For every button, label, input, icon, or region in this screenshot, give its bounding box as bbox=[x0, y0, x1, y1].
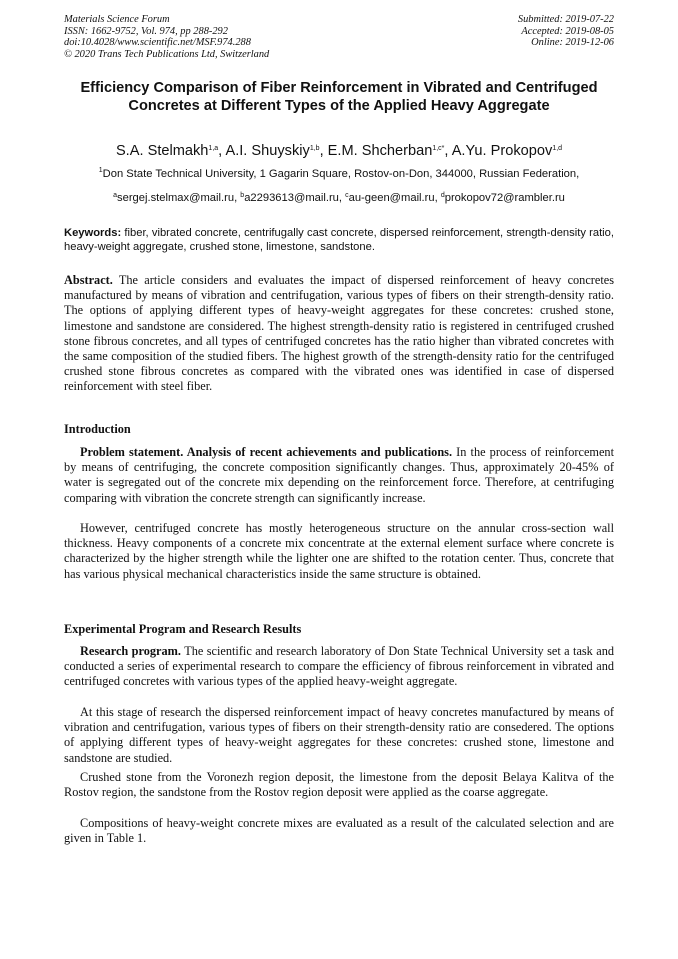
author-name: S.A. Stelmakh bbox=[115, 143, 209, 159]
keywords-text: fiber, vibrated concrete, centrifugally cast concrete, dispersed reinforcement, strength-density ratio, heavy-weight aggregate, crushed stone, limestone, sandstone. bbox=[64, 227, 614, 254]
email-mark: b bbox=[240, 192, 245, 199]
introduction-paragraph-1 bbox=[64, 445, 614, 506]
email-mark: d bbox=[440, 192, 445, 199]
experimental-paragraph-1 bbox=[64, 644, 614, 690]
affiliation-text: Don State Technical University, 1 Gagarin Square, Rostov-on-Don, 344000, Russian Federation, bbox=[102, 168, 580, 180]
research-program-lead: Research program. bbox=[80, 644, 181, 658]
submission-dates bbox=[518, 14, 614, 49]
paper-title: Efficiency Comparison of Fiber Reinforcement in Vibrated and Centrifuged Concretes at Different Types of the Applied Heavy Aggregate bbox=[80, 80, 598, 114]
affiliation bbox=[40, 168, 638, 181]
introduction-p1-text: In the process of reinforcement by means of centrifuging, the concrete composition significantly changes. Thus, approximately 20-45% of water is segregated out of the concrete mix depending on the reinforcement force. Therefore, at centrifuging comparing with vibration the concrete strength can significantly increase. bbox=[64, 445, 614, 505]
abstract-text: The article considers and evaluates the impact of dispersed reinforcement of heavy concretes manufactured by means of vibration and centrifugation, various types of fibers on their strength-density ratio. The options of applying different types of heavy-weight aggregates for these concretes: crushed stone, limestone and sandstone are considered. The highest strength-density ratio is registered in centrifuged crushed stone fibrous concretes, and all types of centrifuged concretes has the ratio higher than vibrated concretes with the same composition of the studied fibers. The highest growth of the strength-density ratio for the centrifuged crushed stone fibrous concretes as compared with the vibrated ones was identified in case of dispersed reinforcement with steel fiber. bbox=[64, 273, 614, 394]
keywords-label: Keywords: bbox=[64, 227, 122, 239]
journal-doi[interactable]: doi:10.4028/www.scientific.net/MSF.974.288 bbox=[64, 37, 251, 49]
journal-name: Materials Science Forum bbox=[64, 14, 170, 25]
introduction-paragraph-2: However, centrifuged concrete has mostly heterogeneous structure on the annular cross-section wall thickness. Heavy components of a concrete mix concentrate at the external element surface where concrete is characterized by the higher strength while the lighter one are shifted to the rotation center. Thus, concrete that has various physical mechanical characteristics inside the same structure is obtained. bbox=[64, 521, 614, 581]
journal-issn: ISSN: 1662-9752, Vol. 974, pp 288-292 bbox=[64, 25, 228, 37]
email-mark: a bbox=[113, 192, 117, 199]
author-name: E.M. Shcherban bbox=[327, 143, 433, 159]
author-affiliation-mark: 1,a bbox=[208, 145, 219, 152]
online-date: Online: 2019-12-06 bbox=[531, 37, 614, 49]
experimental-heading: Experimental Program and Research Results bbox=[64, 622, 302, 636]
introduction-heading: Introduction bbox=[64, 422, 131, 436]
author-name: A.I. Shuyskiy bbox=[225, 143, 310, 159]
author-list: S.A. Stelmakh$^{1,a}$, A.I. Shuyskiy$^{1,b}$, E.M. Shcherban$^{1,c*}$, A.Yu. Prokopov$^{1,d}$ bbox=[115, 143, 563, 159]
submitted-date: Submitted: 2019-07-22 bbox=[517, 14, 614, 25]
email-mark: c bbox=[345, 192, 349, 199]
experimental-paragraph-3: Crushed stone from the Voronezh region deposit, the limestone from the deposit Belaya Kalitva of the Rostov region, the sandstone from the Rostov region deposit were applied as the coarse aggregate. bbox=[64, 770, 614, 800]
email-address[interactable]: a2293613@mail.ru bbox=[244, 192, 339, 204]
journal-info bbox=[64, 14, 269, 60]
email-address[interactable]: sergej.stelmax@mail.ru bbox=[117, 192, 235, 204]
author-name: A.Yu. Prokopov bbox=[451, 143, 553, 159]
email-address[interactable]: au-geen@mail.ru bbox=[348, 192, 435, 204]
keywords bbox=[64, 226, 614, 255]
introduction-lead: Problem statement. Analysis of recent achievements and publications. bbox=[80, 445, 453, 459]
experimental-p1-text: The scientific and research laboratory of Don State Technical University set a task and conducted a series of experimental research to compare the efficiency of fibrous reinforcement in vibrated and centrifuged concretes with various types of the applied heavy-weight aggregate. bbox=[64, 644, 615, 689]
author-affiliation-mark: 1,b bbox=[309, 145, 320, 152]
accepted-date: Accepted: 2019-08-05 bbox=[521, 25, 614, 37]
experimental-paragraph-2: At this stage of research the dispersed reinforcement impact of heavy concretes manufactured by means of vibration and centrifugation, various types of fibers on their strength-density ratio are consedered. The options of applying different types of heavy-weight aggregates for these concretes: crushed stone, limestone and sandstone are studied. bbox=[64, 705, 614, 765]
experimental-paragraph-4: Compositions of heavy-weight concrete mixes are evaluated as a result of the calculated selection and are given in Table 1. bbox=[64, 816, 614, 846]
email-list: $^a$sergej.stelmax@mail.ru, $^b$a2293613@mail.ru, $^c$au-geen@mail.ru, $^d$prokopov72@rambler.ru bbox=[113, 192, 565, 204]
abstract-label: Abstract. bbox=[64, 273, 113, 287]
author-affiliation-mark: 1,d bbox=[552, 145, 563, 152]
abstract bbox=[64, 273, 614, 395]
journal-copyright: © 2020 Trans Tech Publications Ltd, Switzerland bbox=[64, 48, 270, 60]
email-address[interactable]: prokopov72@rambler.ru bbox=[444, 192, 565, 204]
author-affiliation-mark: 1,c* bbox=[432, 145, 445, 152]
affiliation-mark: 1 bbox=[98, 167, 103, 174]
